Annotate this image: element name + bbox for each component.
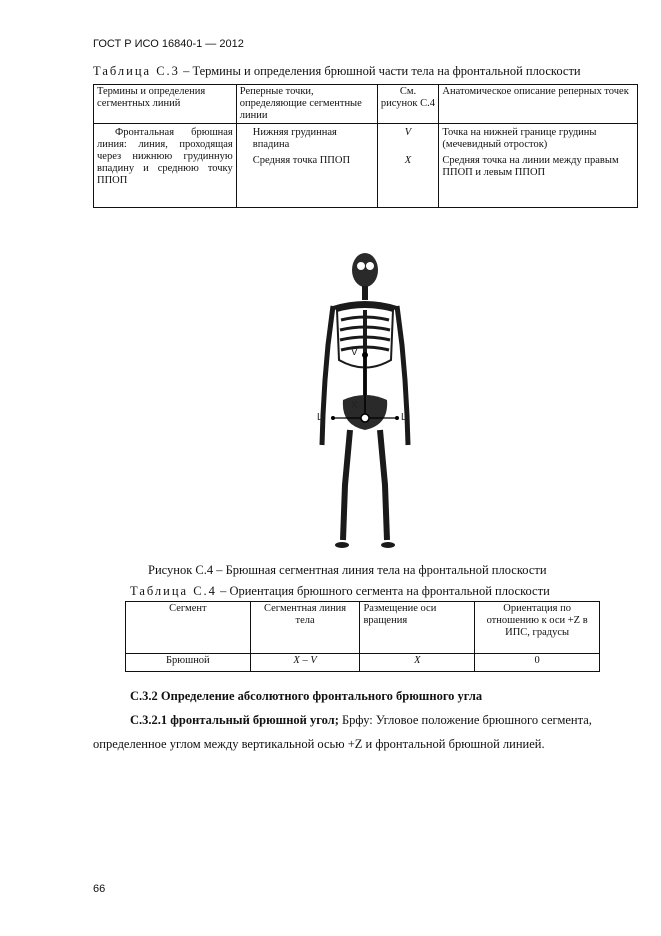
table-header-cell: Термины и определения сегментных линий [94,85,237,124]
reference-point: Средняя точка ППОП [252,155,351,166]
orientation-cell: 0 [475,654,600,672]
point-x [361,414,369,422]
section-heading: С.3.2 Определение абсолютного фронтального брюшного угла [130,689,483,703]
table-header-cell: Сегмент [126,602,251,654]
table3-caption-label: Таблица С.3 [93,64,180,78]
figure-caption: Рисунок С.4 – Брюшная сегментная линия тела на фронтальной плоскости [148,563,547,577]
term-definition: Фронтальная брюшная линия: линия, проходящая через нижнюю грудинную впадину и среднюю точку ППОП [94,124,237,208]
table-header-cell: Сегментная линия тела [250,602,360,654]
page-number: 66 [93,883,106,895]
terms-table [93,84,638,208]
table-header-row [126,602,600,654]
table3-caption [93,64,581,79]
reference-points-cell [236,124,377,208]
point-l-left [331,416,335,420]
reference-point: Нижняя грудинная впадина [252,127,337,150]
skeleton-figure [295,240,435,555]
angle-symbol: Брфу [338,713,370,727]
orientation-table [125,601,600,672]
table4-caption-label: Таблица С.4 [130,584,217,598]
anatomy-desc-cell [439,124,638,208]
table-header-cell: Реперные точки, определяющие сегментные линии [236,85,377,124]
table-row [94,124,638,208]
standard-header: ГОСТ Р ИСО 16840-1 — 2012 [93,38,244,50]
table3-caption-text: – Термины и определения брюшной части тела на фронтальной плоскости [179,64,581,78]
figure-ref: X [404,155,412,166]
anatomy-desc: Точка на нижней границе грудины (мечевидный отросток) [442,127,597,150]
table4-caption [130,584,550,599]
label-x: X [351,400,358,411]
point-v [362,352,368,358]
figure-ref: V [404,127,412,138]
table-header-cell: Анатомическое описание реперных точек [439,85,638,124]
segment-line-cell: X – V [250,654,360,672]
point-l-right [395,416,399,420]
definition-text: : Угловое положение брюшного сегмента, [369,713,592,727]
figure-ref-cell [377,124,439,208]
segment-cell: Брюшной [126,654,251,672]
definition-paragraph [130,713,592,728]
rotation-axis-cell: X [360,654,475,672]
table-header-cell: См. рисунок С.4 [377,85,439,124]
anatomy-desc: Средняя точка на линии между правым ППОП и левым ППОП [442,155,619,178]
table-row [126,654,600,672]
table-header-row [94,85,638,124]
definition-continuation: определенное углом между вертикальной осью +Z и фронтальной брюшной линией. [93,737,545,751]
table-header-cell: Ориентация по отношению к оси +Z в ИПС, градусы [475,602,600,654]
label-v: V [351,347,358,358]
definition-term: С.3.2.1 фронтальный брюшной угол; [130,713,339,727]
label-l-right: L [401,412,407,423]
label-l-left: L [317,412,323,423]
table4-caption-text: – Ориентация брюшного сегмента на фронтальной плоскости [216,584,550,598]
table-header-cell: Размещение оси вращения [360,602,475,654]
